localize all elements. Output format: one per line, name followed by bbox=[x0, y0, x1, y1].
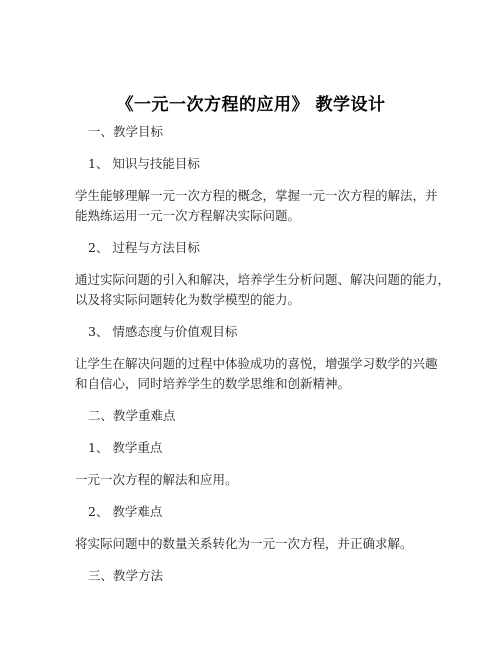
paragraph-line: 通过实际问题的引入和解决，培养学生分析问题、解决问题的能力， bbox=[75, 272, 451, 287]
paragraph-line: 能熟练运用一元一次方程解决实际问题。 bbox=[75, 208, 301, 223]
paragraph-line: 和自信心，同时培养学生的数学思维和创新精神。 bbox=[75, 376, 351, 391]
paragraph-line: 将实际问题中的数量关系转化为一元一次方程，并正确求解。 bbox=[75, 536, 413, 551]
subheading-attitude-values: 3、 情感态度与价值观目标 bbox=[88, 324, 238, 339]
paragraph-line: 以及将实际问题转化为数学模型的能力。 bbox=[75, 292, 301, 307]
paragraph-line: 学生能够理解一元一次方程的概念，掌握一元一次方程的解法，并 bbox=[75, 188, 438, 203]
subheading-process-methods: 2、 过程与方法目标 bbox=[88, 240, 200, 255]
document-title: 《一元一次方程的应用》 教学设计 bbox=[116, 95, 386, 115]
subheading-teaching-focus: 1、 教学重点 bbox=[88, 440, 163, 455]
section-heading-key-points: 二、教学重难点 bbox=[88, 408, 176, 423]
paragraph-line: 一元一次方程的解法和应用。 bbox=[75, 472, 238, 487]
subheading-knowledge-skills: 1、 知识与技能目标 bbox=[88, 156, 200, 171]
section-heading-methods: 三、教学方法 bbox=[88, 568, 164, 583]
section-heading-objectives: 一、教学目标 bbox=[88, 124, 164, 139]
subheading-teaching-difficulty: 2、 教学难点 bbox=[88, 504, 163, 519]
paragraph-line: 让学生在解决问题的过程中体验成功的喜悦，增强学习数学的兴趣 bbox=[75, 356, 438, 371]
